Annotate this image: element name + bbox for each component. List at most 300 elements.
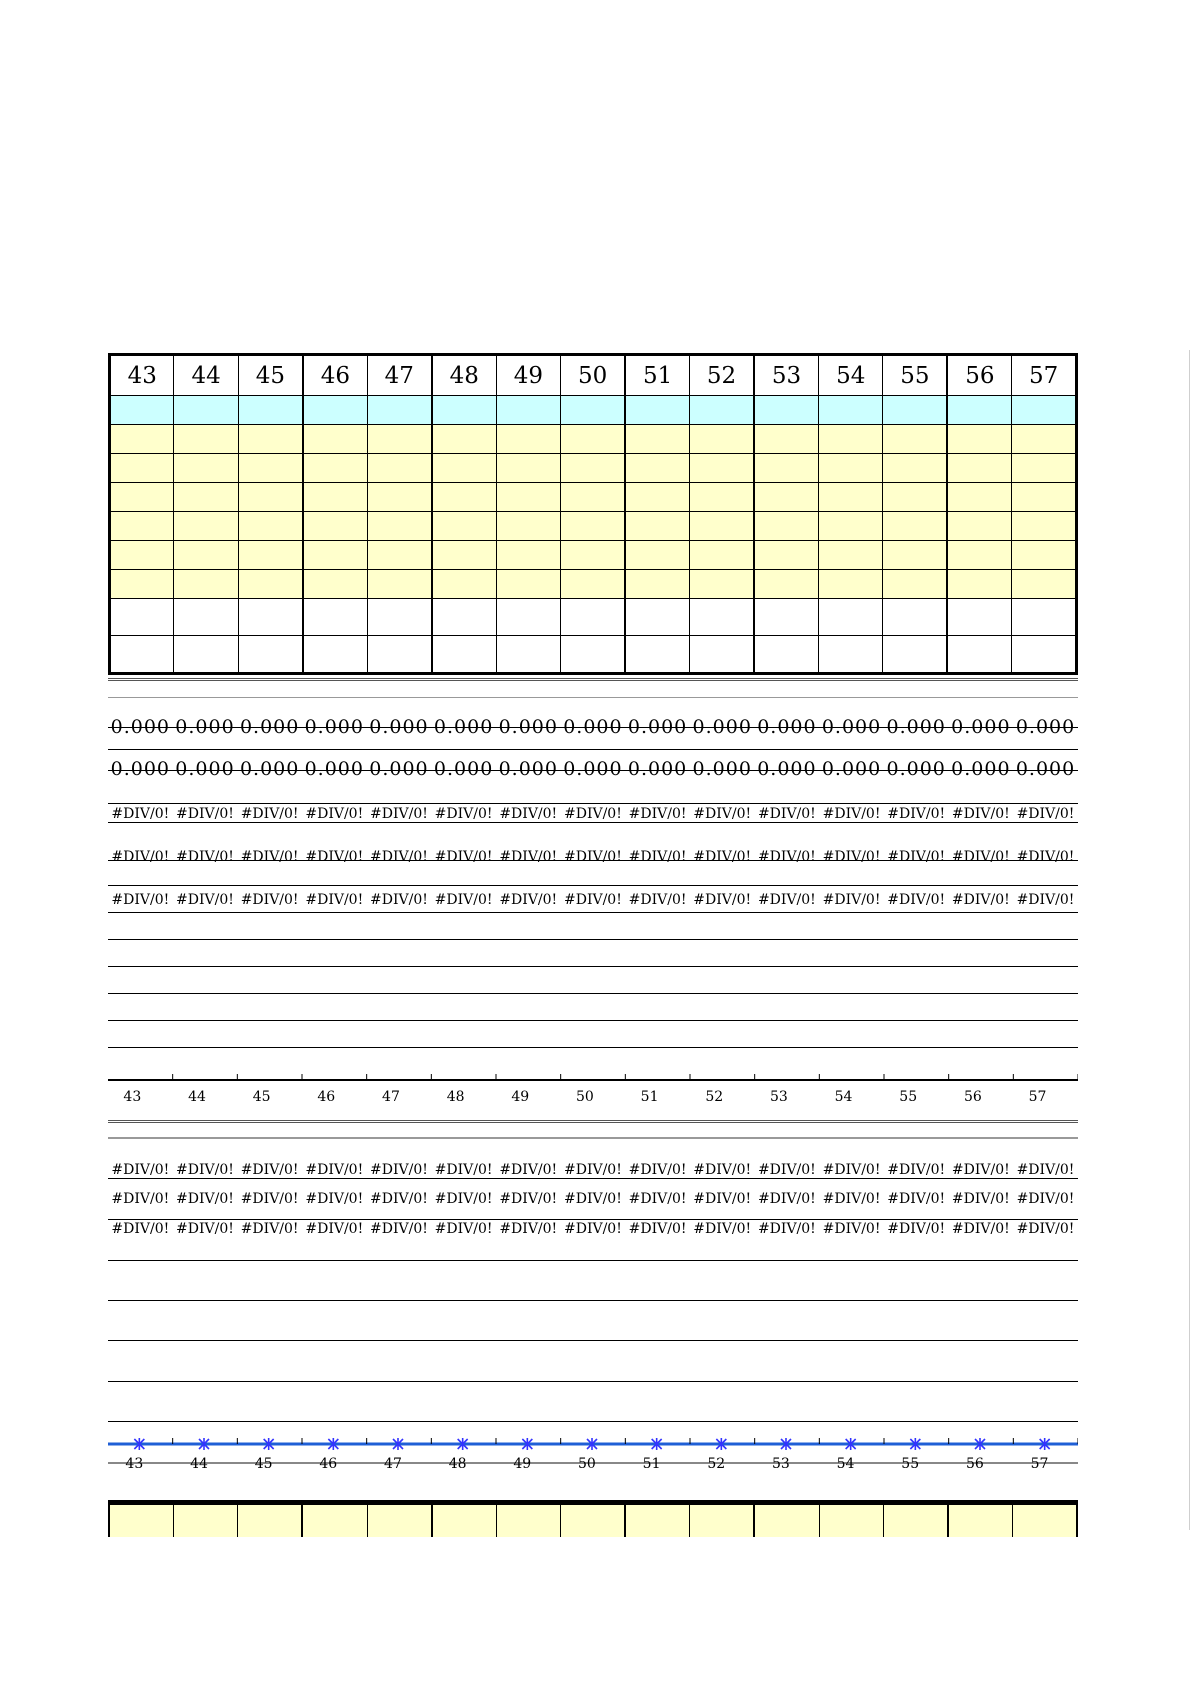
grid-cell[interactable] [174, 636, 238, 674]
axis-tick-label: 55 [899, 1089, 918, 1105]
axis-tick-label: 49 [513, 1456, 532, 1472]
grid-cell[interactable] [690, 483, 754, 512]
data-grid [108, 353, 1078, 675]
grid-cell[interactable] [754, 541, 818, 570]
rule [108, 697, 1078, 698]
column-header: 56 [947, 355, 1011, 396]
error-cell: #DIV/0! [176, 849, 234, 865]
column-header: 53 [754, 355, 818, 396]
grid-cell[interactable] [818, 483, 882, 512]
error-cell: #DIV/0! [434, 1221, 493, 1237]
error-cell: #DIV/0! [693, 849, 752, 865]
grid-cell[interactable] [496, 599, 560, 636]
grid-cell[interactable] [625, 454, 689, 483]
error-cell: #DIV/0! [628, 1162, 687, 1178]
grid-cell[interactable] [818, 599, 882, 636]
error-cell: #DIV/0! [499, 1162, 558, 1178]
error-cell: #DIV/0! [887, 849, 946, 865]
grid-cell[interactable] [754, 599, 818, 636]
grid-cell[interactable] [432, 570, 496, 599]
rule [108, 1300, 1078, 1301]
grid-cell[interactable] [496, 636, 560, 674]
grid-cell[interactable] [1012, 483, 1077, 512]
error-cell: #DIV/0! [822, 806, 881, 822]
grid-row [110, 541, 1077, 570]
axis-tick-label: 43 [125, 1456, 144, 1472]
grid-cell[interactable] [1012, 512, 1077, 541]
grid-cell[interactable] [690, 454, 754, 483]
grid-cell[interactable] [883, 483, 947, 512]
error-cell: #DIV/0! [563, 1162, 622, 1178]
grid-cell[interactable] [238, 512, 302, 541]
error-cell: #DIV/0! [370, 892, 428, 908]
error-cell: #DIV/0! [1016, 806, 1075, 822]
axis-tick-label: 55 [901, 1456, 920, 1472]
error-row [108, 1162, 1078, 1188]
grid-cell[interactable] [690, 396, 754, 425]
value-cell: 0.000 [369, 716, 429, 738]
error-cell: #DIV/0! [305, 849, 364, 865]
error-cell: #DIV/0! [693, 806, 752, 822]
error-cell: #DIV/0! [111, 849, 170, 865]
grid-cell[interactable] [818, 425, 882, 454]
error-row [108, 849, 1078, 875]
grid-cell[interactable] [110, 599, 174, 636]
grid-cell[interactable] [496, 425, 560, 454]
axis-tick-label: 57 [1030, 1456, 1049, 1472]
grid-cell[interactable] [754, 570, 818, 599]
column-header: 50 [561, 355, 625, 396]
grid-cell[interactable] [496, 396, 560, 425]
grid-cell[interactable] [303, 636, 367, 674]
grid-cell[interactable] [367, 541, 431, 570]
grid-cell[interactable] [238, 570, 302, 599]
axis-tick-label: 45 [254, 1456, 273, 1472]
rule [108, 966, 1078, 967]
grid-cell[interactable] [947, 483, 1011, 512]
value-cell: 0.000 [627, 758, 688, 780]
rule [108, 1020, 1078, 1021]
grid-cell[interactable] [947, 425, 1011, 454]
grid-cell[interactable] [947, 396, 1011, 425]
grid-cell[interactable] [560, 1505, 624, 1537]
grid-cell[interactable] [625, 599, 689, 636]
grid-cell[interactable] [1012, 570, 1077, 599]
error-cell: #DIV/0! [370, 1191, 428, 1207]
error-cell: #DIV/0! [434, 806, 493, 822]
value-cell: 0.000 [563, 716, 623, 738]
column-header: 55 [883, 355, 947, 396]
grid-cell[interactable] [754, 454, 818, 483]
grid-cell[interactable] [110, 483, 174, 512]
grid-cell[interactable] [690, 599, 754, 636]
grid-cell[interactable] [561, 541, 625, 570]
error-cell: #DIV/0! [822, 892, 881, 908]
column-header: 45 [238, 355, 302, 396]
grid-cell[interactable] [561, 425, 625, 454]
grid-cell[interactable] [561, 512, 625, 541]
value-cell: 0.000 [369, 758, 429, 780]
value-cell: 0.000 [951, 716, 1011, 738]
error-cell: #DIV/0! [499, 1221, 558, 1237]
error-cell: #DIV/0! [693, 1221, 752, 1237]
grid-cell[interactable] [174, 512, 238, 541]
column-header: 48 [432, 355, 496, 396]
error-cell: #DIV/0! [693, 1162, 752, 1178]
grid-row [110, 483, 1077, 512]
value-cell: 0.000 [433, 758, 494, 780]
rule [108, 885, 1078, 886]
axis-tick-label: 52 [705, 1089, 724, 1105]
grid-cell[interactable] [1012, 454, 1077, 483]
grid-cell[interactable] [690, 425, 754, 454]
grid-cell[interactable] [561, 483, 625, 512]
value-cell: 0.000 [886, 758, 946, 780]
column-header: 54 [818, 355, 882, 396]
value-cell: 0.000 [239, 758, 300, 780]
rule [108, 749, 1078, 750]
grid-cell[interactable] [883, 599, 947, 636]
value-cell: 0.000 [821, 758, 882, 780]
grid-cell[interactable] [303, 599, 367, 636]
axis-tick-label: 56 [965, 1456, 984, 1472]
grid-cell[interactable] [883, 1505, 947, 1537]
grid-row [110, 425, 1077, 454]
grid-cell[interactable] [367, 425, 431, 454]
value-cell: 0.000 [692, 716, 752, 738]
grid-cell[interactable] [1012, 636, 1077, 674]
grid-cell[interactable] [947, 636, 1011, 674]
grid-cell[interactable] [690, 570, 754, 599]
section-divider [108, 678, 1078, 681]
grid-cell[interactable] [883, 636, 947, 674]
grid-cell[interactable] [303, 454, 367, 483]
error-cell: #DIV/0! [563, 1191, 622, 1207]
error-cell: #DIV/0! [499, 892, 558, 908]
grid-cell[interactable] [561, 636, 625, 674]
grid-cell[interactable] [173, 1505, 237, 1537]
error-cell: #DIV/0! [176, 892, 234, 908]
grid-cell[interactable] [238, 454, 302, 483]
error-cell: #DIV/0! [434, 1191, 493, 1207]
grid-cell[interactable] [947, 599, 1011, 636]
error-cell: #DIV/0! [176, 806, 234, 822]
grid-cell[interactable] [496, 541, 560, 570]
grid-cell[interactable] [174, 599, 238, 636]
header-row [110, 355, 1077, 396]
grid-cell[interactable] [432, 636, 496, 674]
grid-cell[interactable] [561, 599, 625, 636]
grid-cell[interactable] [1012, 396, 1077, 425]
grid-cell[interactable] [367, 396, 431, 425]
grid-cell[interactable] [1012, 599, 1077, 636]
axis-tick-label: 49 [511, 1089, 530, 1105]
grid-cell[interactable] [625, 541, 689, 570]
grid-cell[interactable] [883, 454, 947, 483]
error-cell: #DIV/0! [887, 1191, 946, 1207]
axis-tick-label: 52 [707, 1456, 726, 1472]
grid-cell[interactable] [754, 425, 818, 454]
grid-cell[interactable] [432, 599, 496, 636]
error-cell: #DIV/0! [305, 1221, 364, 1237]
column-header: 47 [367, 355, 431, 396]
grid-cell[interactable] [947, 454, 1011, 483]
error-cell: #DIV/0! [434, 1162, 493, 1178]
error-cell: #DIV/0! [628, 806, 687, 822]
grid-cell[interactable] [1012, 425, 1077, 454]
error-cell: #DIV/0! [757, 849, 816, 865]
zero-row [108, 758, 1078, 784]
error-cell: #DIV/0! [499, 1191, 558, 1207]
grid-cell[interactable] [432, 454, 496, 483]
grid-cell[interactable] [110, 570, 174, 599]
grid-cell[interactable] [690, 541, 754, 570]
error-cell: #DIV/0! [822, 1162, 881, 1178]
zero-row [108, 716, 1078, 742]
grid-cell[interactable] [496, 570, 560, 599]
value-cell: 0.000 [239, 716, 300, 738]
column-header: 51 [625, 355, 689, 396]
column-header: 52 [690, 355, 754, 396]
grid-cell[interactable] [818, 636, 882, 674]
grid-cell[interactable] [819, 1505, 883, 1537]
error-cell: #DIV/0! [887, 1221, 946, 1237]
error-cell: #DIV/0! [370, 1162, 428, 1178]
error-cell: #DIV/0! [628, 1191, 687, 1207]
grid-cell[interactable] [110, 541, 174, 570]
grid-cell[interactable] [625, 570, 689, 599]
value-cell: 0.000 [304, 758, 364, 780]
error-cell: #DIV/0! [887, 1162, 946, 1178]
grid-cell[interactable] [1012, 541, 1077, 570]
error-cell: #DIV/0! [887, 806, 946, 822]
grid-cell[interactable] [883, 425, 947, 454]
error-cell: #DIV/0! [111, 1162, 170, 1178]
grid-cell[interactable] [432, 396, 496, 425]
value-cell: 0.000 [951, 758, 1011, 780]
error-cell: #DIV/0! [951, 849, 1010, 865]
value-cell: 0.000 [1015, 716, 1076, 738]
grid-cell[interactable] [303, 425, 367, 454]
error-cell: #DIV/0! [628, 892, 687, 908]
grid-cell[interactable] [496, 512, 560, 541]
axis-tick-label: 57 [1028, 1089, 1047, 1105]
grid-cell[interactable] [303, 512, 367, 541]
grid-cell[interactable] [367, 512, 431, 541]
grid-cell[interactable] [237, 1505, 301, 1537]
rule [108, 1178, 1078, 1179]
grid-cell[interactable] [367, 1505, 431, 1537]
rule [108, 1260, 1078, 1261]
error-cell: #DIV/0! [240, 1191, 299, 1207]
grid-cell[interactable] [818, 512, 882, 541]
value-cell: 0.000 [433, 716, 494, 738]
grid-cell[interactable] [625, 512, 689, 541]
grid-cell[interactable] [496, 483, 560, 512]
grid-cell[interactable] [432, 512, 496, 541]
grid-cell[interactable] [367, 454, 431, 483]
grid-cell[interactable] [1012, 1505, 1078, 1537]
grid-cell[interactable] [690, 512, 754, 541]
value-cell: 0.000 [821, 716, 882, 738]
value-cell: 0.000 [110, 758, 171, 780]
error-cell: #DIV/0! [951, 1221, 1010, 1237]
grid-cell[interactable] [431, 1505, 496, 1537]
chart1-axis-labels [100, 1089, 1070, 1105]
error-row [108, 892, 1078, 918]
error-cell: #DIV/0! [951, 806, 1010, 822]
error-cell: #DIV/0! [1016, 1162, 1075, 1178]
grid-cell[interactable] [174, 454, 238, 483]
error-cell: #DIV/0! [434, 849, 493, 865]
grid-cell[interactable] [496, 454, 560, 483]
value-cell: 0.000 [304, 716, 364, 738]
grid-cell[interactable] [754, 636, 818, 674]
error-cell: #DIV/0! [176, 1221, 234, 1237]
grid-cell[interactable] [624, 1505, 689, 1537]
page-edge [1189, 350, 1190, 1530]
value-cell: 0.000 [175, 758, 235, 780]
rule [108, 770, 1078, 771]
error-row [108, 806, 1078, 832]
grid-cell[interactable] [561, 396, 625, 425]
grid-cell[interactable] [174, 396, 238, 425]
axis-tick-label: 51 [642, 1456, 661, 1472]
grid-cell[interactable] [238, 599, 302, 636]
grid-cell[interactable] [947, 541, 1011, 570]
error-cell: #DIV/0! [563, 1221, 622, 1237]
column-header: 44 [174, 355, 238, 396]
grid-cell[interactable] [303, 570, 367, 599]
grid-cell[interactable] [110, 396, 174, 425]
axis-tick-label: 54 [834, 1089, 853, 1105]
grid-cell[interactable] [818, 454, 882, 483]
axis-tick-label: 44 [190, 1456, 208, 1472]
grid-cell[interactable] [690, 636, 754, 674]
grid-cell[interactable] [625, 483, 689, 512]
grid-cell[interactable] [883, 512, 947, 541]
rule [108, 1340, 1078, 1341]
rule [108, 939, 1078, 940]
grid-cell[interactable] [625, 636, 689, 674]
grid-row [110, 636, 1077, 674]
grid-cell[interactable] [947, 570, 1011, 599]
chart2-axis-labels [102, 1456, 1072, 1472]
grid-cell[interactable] [367, 599, 431, 636]
grid-cell[interactable] [625, 396, 689, 425]
grid-cell[interactable] [689, 1505, 753, 1537]
grid-cell[interactable] [367, 570, 431, 599]
column-header: 46 [303, 355, 367, 396]
error-cell: #DIV/0! [111, 1221, 170, 1237]
grid-cell[interactable] [238, 425, 302, 454]
error-cell: #DIV/0! [1016, 892, 1075, 908]
axis-tick-label: 46 [319, 1456, 338, 1472]
grid-cell[interactable] [883, 541, 947, 570]
grid-cell[interactable] [110, 636, 174, 674]
error-cell: #DIV/0! [111, 892, 170, 908]
error-cell: #DIV/0! [305, 1162, 364, 1178]
error-cell: #DIV/0! [693, 892, 752, 908]
error-cell: #DIV/0! [499, 849, 558, 865]
value-cell: 0.000 [563, 758, 623, 780]
rule [108, 912, 1078, 913]
error-cell: #DIV/0! [111, 806, 170, 822]
grid-cell[interactable] [238, 541, 302, 570]
axis-tick-label: 47 [384, 1456, 402, 1472]
section-divider [108, 1120, 1078, 1123]
axis-tick-label: 47 [382, 1089, 400, 1105]
grid-cell[interactable] [174, 425, 238, 454]
next-table-top [108, 1500, 1078, 1537]
grid-cell[interactable] [110, 454, 174, 483]
grid-cell[interactable] [238, 636, 302, 674]
grid-cell[interactable] [561, 454, 625, 483]
error-cell: #DIV/0! [951, 1162, 1010, 1178]
grid-cell[interactable] [754, 512, 818, 541]
grid-cell[interactable] [883, 396, 947, 425]
grid-cell[interactable] [110, 512, 174, 541]
error-cell: #DIV/0! [563, 849, 622, 865]
grid-cell[interactable] [238, 483, 302, 512]
error-cell: #DIV/0! [111, 1191, 170, 1207]
grid-cell[interactable] [625, 425, 689, 454]
grid-cell[interactable] [753, 1505, 818, 1537]
grid-cell[interactable] [303, 396, 367, 425]
grid-cell[interactable] [432, 425, 496, 454]
rule [108, 1381, 1078, 1382]
grid-cell[interactable] [301, 1505, 366, 1537]
error-cell: #DIV/0! [563, 892, 622, 908]
grid-cell[interactable] [432, 541, 496, 570]
grid-cell[interactable] [754, 396, 818, 425]
grid-cell[interactable] [818, 570, 882, 599]
axis-tick-label: 44 [188, 1089, 206, 1105]
grid-cell[interactable] [110, 425, 174, 454]
grid-cell[interactable] [818, 541, 882, 570]
grid-cell[interactable] [303, 483, 367, 512]
value-cell: 0.000 [110, 716, 171, 738]
error-cell: #DIV/0! [757, 1221, 816, 1237]
grid-cell[interactable] [432, 483, 496, 512]
grid-cell[interactable] [238, 396, 302, 425]
error-cell: #DIV/0! [693, 1191, 752, 1207]
grid-row [110, 599, 1077, 636]
grid-cell[interactable] [947, 1505, 1012, 1537]
grid-cell[interactable] [174, 570, 238, 599]
error-cell: #DIV/0! [628, 849, 687, 865]
grid-cell[interactable] [108, 1505, 173, 1537]
rule [108, 803, 1078, 804]
error-cell: #DIV/0! [240, 806, 299, 822]
grid-cell[interactable] [754, 483, 818, 512]
error-cell: #DIV/0! [176, 1162, 234, 1178]
grid-cell[interactable] [561, 570, 625, 599]
grid-cell[interactable] [818, 396, 882, 425]
column-header: 49 [496, 355, 560, 396]
grid-cell[interactable] [947, 512, 1011, 541]
grid-cell[interactable] [367, 483, 431, 512]
error-row [108, 1221, 1078, 1247]
grid-cell[interactable] [367, 636, 431, 674]
grid-cell[interactable] [174, 541, 238, 570]
grid-cell[interactable] [883, 570, 947, 599]
grid-cell[interactable] [496, 1505, 560, 1537]
grid-cell[interactable] [303, 541, 367, 570]
error-cell: #DIV/0! [563, 806, 622, 822]
rule [108, 1421, 1078, 1422]
grid-cell[interactable] [174, 483, 238, 512]
